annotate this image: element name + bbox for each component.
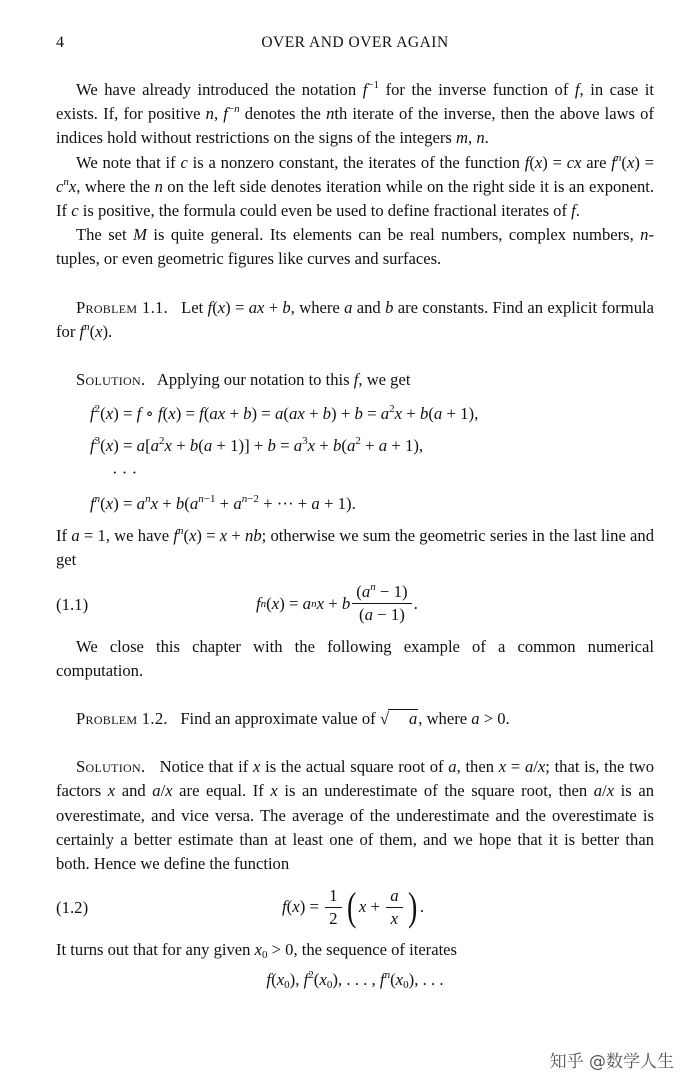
problem-1-2: Problem 1.2. Find an approximate value of √ a, where a > 0. (76, 709, 510, 729)
watermark: 知乎 @数学人生 (549, 1052, 674, 1072)
problem-label: Problem 1.2. (76, 709, 168, 729)
equation-label: (1.1) (56, 594, 89, 614)
running-head: OVER AND OVER AGAIN (261, 34, 449, 51)
equation-array (90, 398, 654, 520)
equation-line: $f^n(x) = a^nx + b(a^{n-1} + a^{n-2}$ + ··· + a + 1). (90, 493, 356, 514)
equation-label: (1.2) (56, 898, 89, 918)
paragraph: We close this chapter with the following example of a common numerical computation. (56, 636, 654, 680)
equation-expression: f ( x ) = $\frac{1}{2}$ ( x + $\frac{a}{x}$ ) . (282, 884, 425, 930)
equation-sequence: $f(x_0)$, $f^2(x_0)$, . . . , $f^n(x_0)$, . . . (266, 969, 444, 992)
paragraph: If a = 1, we have $f^n(x) = x$ + nb; otherwise we sum the geometric series in the last line and get (56, 525, 655, 570)
equation-1-1 (56, 575, 654, 633)
solution-label: Solution. (76, 757, 146, 777)
paragraph: We note that if c is a nonzero constant, the iterates of the function f(x) = cx are $f^n(x) = c^nx$, where the n on the left side denotes iteration while on the right side it is an exponent. If c is positive, the formula could even be used to define fractional iterates of f. (56, 151, 655, 221)
equation-line: $f^3(x) = a[a^2x + b(a + 1)] + b = a^3x + b(a^2 + a + 1)$, (90, 435, 424, 456)
equation-1-2 (56, 878, 654, 936)
equation-ellipsis: · · · (112, 463, 138, 483)
paragraph: It turns out that for any given $x_0 > 0$, the sequence of iterates (56, 940, 458, 962)
paragraph: The set M is quite general. Its elements can be real numbers, complex numbers, n-tuples, or even geometric figures like curves and surfaces. (56, 225, 654, 269)
solution-1-1: Solution. Applying our notation to this f, we get (76, 370, 411, 390)
paragraph: We have already introduced the notation $f^{-1}$ for the inverse function of f, in case it exists. If, for positive n, $f^{-n}$ denotes the nth iterate of the inverse, then the above laws of indices hold without restrictions on the signs of the integers m, n. (56, 79, 654, 148)
solution-label: Solution. (76, 370, 146, 390)
equation-line: $f^2(x) = f$ ∘ $f(x) = f(ax + b) = a(ax + b) + b = a^2x + b(a + 1)$, (90, 403, 479, 424)
solution-1-2: Solution. Notice that if x is the actual square root of a, then x = a/x; that is, the two factors x and a/x are equal. If x is an underestimate of the square root, then a/x is an overestimate, and vice versa. The average of the underestimate and the overestimate is certainly a better estimate than at least one of them, and we hope that it is better than both. Hence we define the function (56, 757, 655, 874)
page-body (56, 78, 654, 993)
page-header (56, 34, 654, 56)
equation-expression: f n ( x ) = a n x + b $\frac{(a^n - 1)}{(a - 1)}$ . (256, 581, 418, 625)
page-number: 4 (56, 34, 64, 51)
problem-1-1: Problem 1.1. Let f(x) = ax + b, where a and b are constants. Find an explicit formula for $f^n(x)$. (56, 297, 654, 341)
problem-label: Problem 1.1. (76, 297, 169, 317)
